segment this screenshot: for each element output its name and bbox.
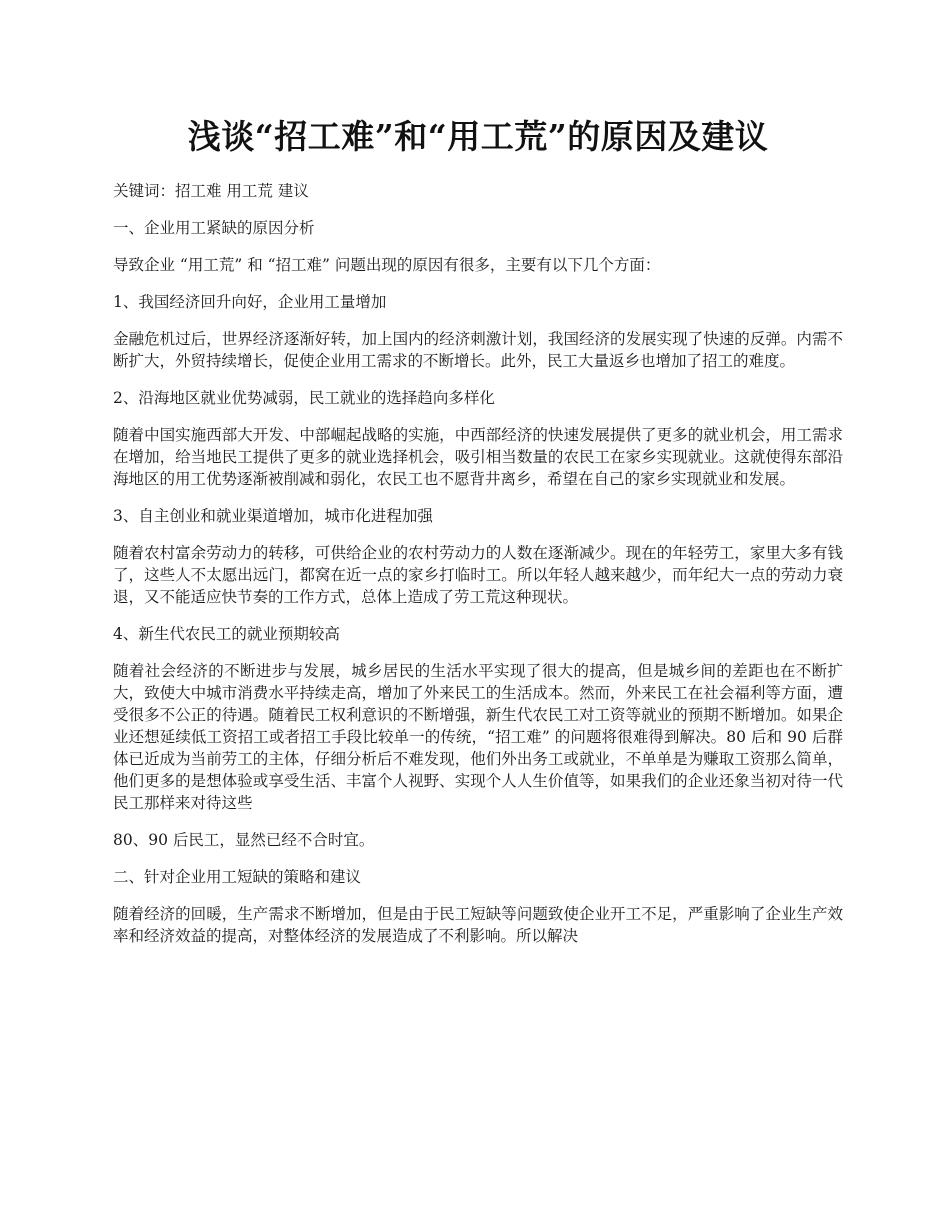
- point-paragraph-1: 金融危机过后，世界经济逐渐好转，加上国内的经济刺激计划，我国经济的发展实现了快速的反弹。内需不断扩大，外贸持续增长，促使企业用工需求的不断增长。此外，民工大量返乡也增加了招工的难度。: [113, 330, 843, 370]
- section-heading-1: 一、企业用工紧缺的原因分析: [113, 219, 315, 237]
- point-heading-4: 4、新生代农民工的就业预期较高: [113, 625, 340, 643]
- point-paragraph-3: 随着农村富余劳动力的转移，可供给企业的农村劳动力的人数在逐渐减少。现在的年轻劳工，家里大多有钱了，这些人不太愿出远门，都窝在近一点的家乡打临时工。所以年轻人越来越少，而年纪大一点的劳动力衰退，又不能适应快节奏的工作方式，总体上造成了劳工荒这种现状。: [113, 544, 843, 606]
- document-title: 浅谈“招工难”和“用工荒”的原因及建议: [187, 117, 769, 156]
- document-body: [113, 180, 843, 962]
- section-2-paragraph: 随着经济的回暖，生产需求不断增加，但是由于民工短缺等问题致使企业开工不足，严重影响了企业生产效率和经济效益的提高，对整体经济的发展造成了不利影响。所以解决: [113, 905, 843, 945]
- intro-paragraph: 导致企业 “用工荒” 和 “招工难” 问题出现的原因有很多，主要有以下几个方面：: [113, 256, 661, 274]
- point-paragraph-2: 随着中国实施西部大开发、中部崛起战略的实施，中西部经济的快速发展提供了更多的就业机会，用工需求在增加，给当地民工提供了更多的就业选择机会，吸引相当数量的农民工在家乡实现就业。这就使得东部沿海地区的用工优势逐渐被削减和弱化，农民工也不愿背井离乡，希望在自己的家乡实现就业和发展。: [113, 426, 843, 488]
- point-heading-2: 2、沿海地区就业优势减弱，民工就业的选择趋向多样化: [113, 389, 495, 407]
- point-heading-3: 3、自主创业和就业渠道增加，城市化进程加强: [113, 507, 433, 525]
- section-heading-2: 二、针对企业用工短缺的策略和建议: [113, 868, 362, 886]
- point-paragraph-4-tail: 80、90 后民工，显然已经不合时宜。: [113, 831, 375, 849]
- point-paragraph-4: 随着社会经济的不断进步与发展，城乡居民的生活水平实现了很大的提高，但是城乡间的差距也在不断扩大，致使大中城市消费水平持续走高，增加了外来民工的生活成本。然而，外来民工在社会福利等方面，遭受很多不公正的待遇。随着民工权利意识的不断增强，新生代农民工对工资等就业的预期不断增加。如果企业还想延续低工资招工或者招工手段比较单一的传统，“招工难” 的问题将很难得到解决。80 后和 90 后群体已近成为当前劳工的主体，仔细分析后不难发现，他们外出务工或就业，不单单是为赚取工资那么简单，他们更多的是想体验或享受生活、丰富个人视野、实现个人人生价值等，如果我们的企业还象当初对待一代民工那样来对待这些: [113, 662, 843, 812]
- point-heading-1: 1、我国经济回升向好，企业用工量增加: [113, 293, 387, 311]
- keywords-line: 关键词：招工难 用工荒 建议: [113, 182, 309, 200]
